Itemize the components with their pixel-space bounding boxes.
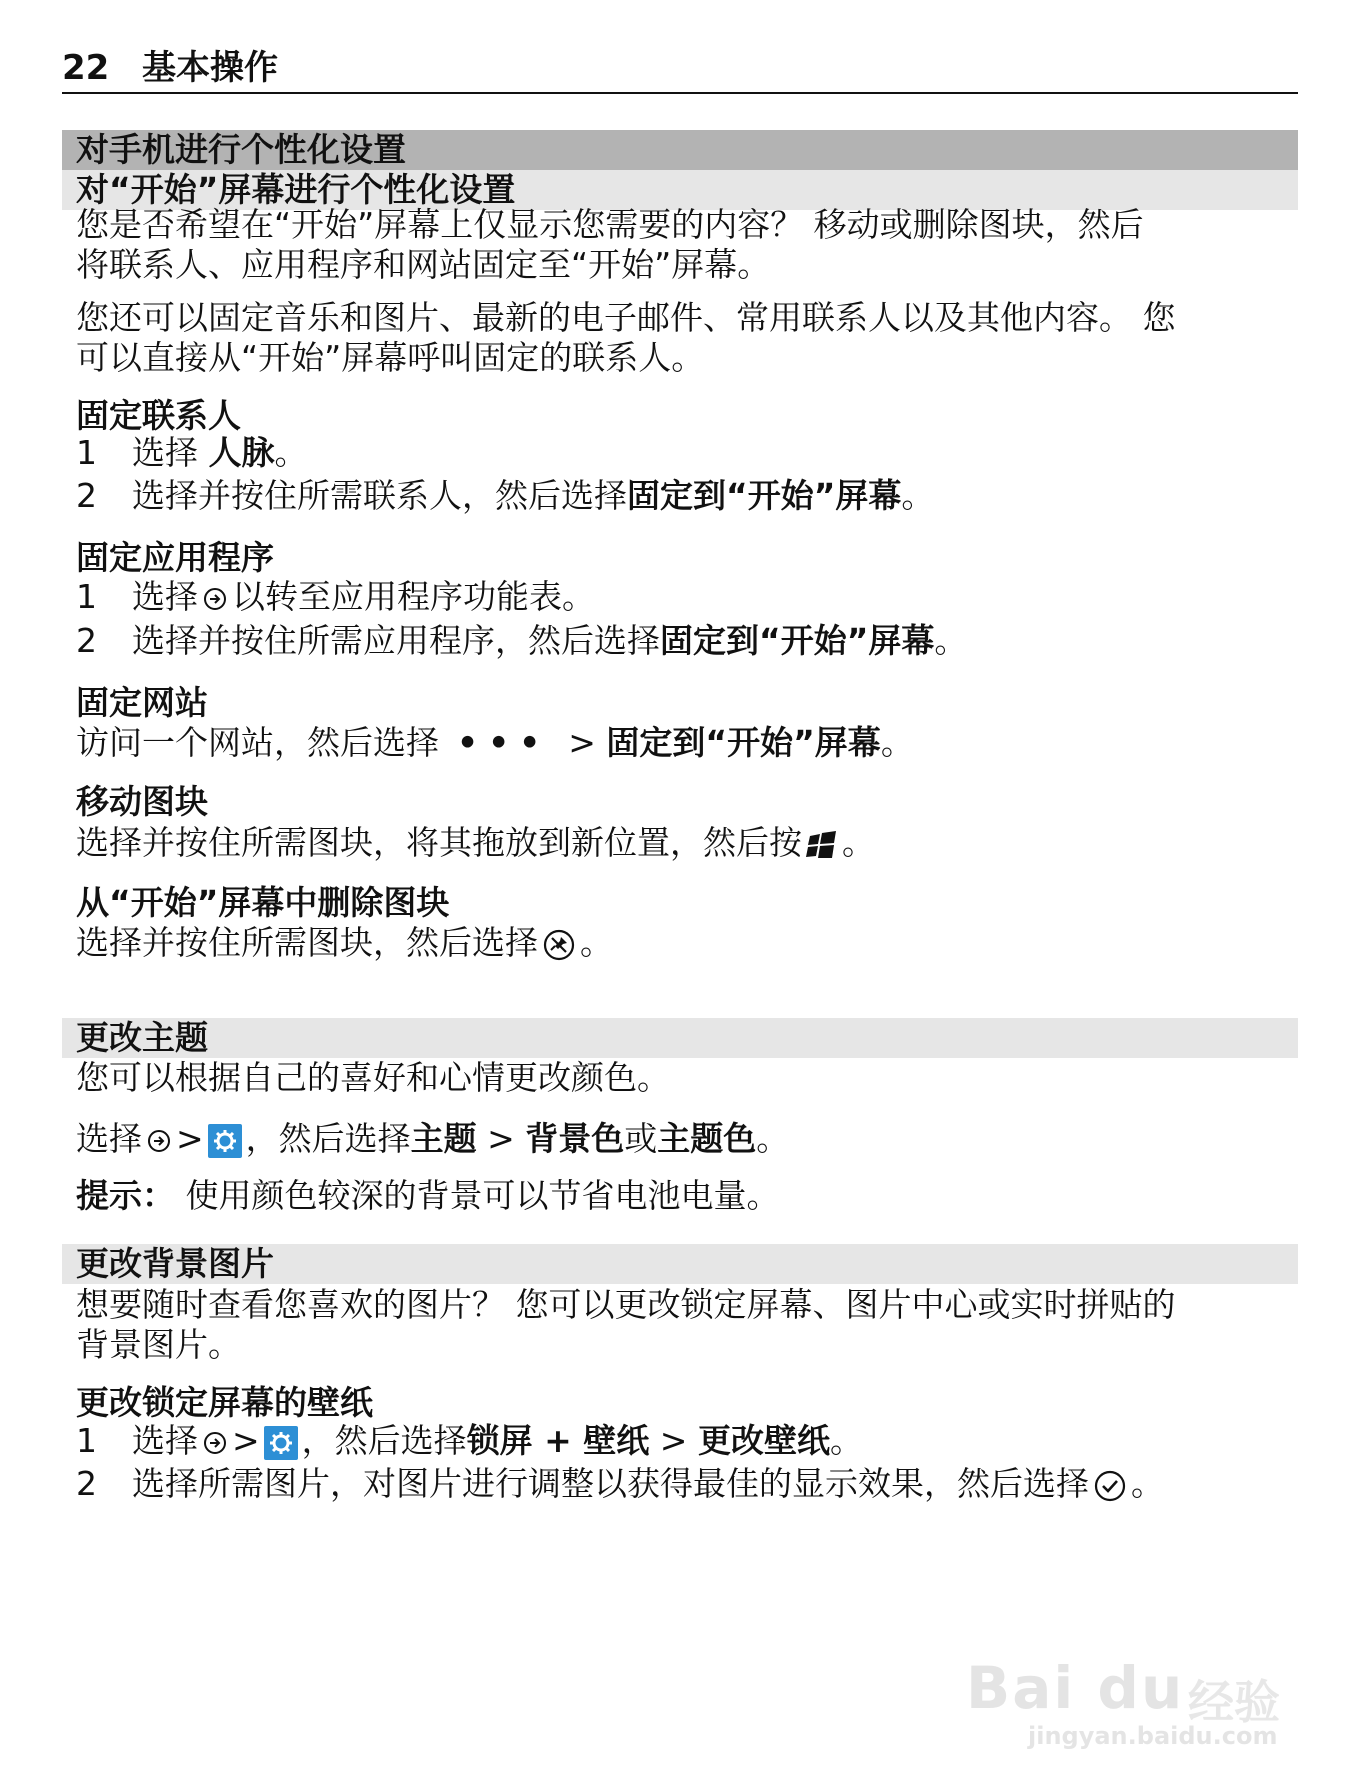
step-text: 或: [624, 1119, 658, 1158]
step-number: 1: [76, 1421, 97, 1460]
step-end: 。: [842, 823, 875, 862]
step-text: ，然后选择: [245, 1119, 411, 1158]
baidu-watermark: [958, 1648, 1338, 1758]
tip-label: 提示：: [76, 1176, 175, 1215]
theme-option: 主题: [410, 1119, 477, 1158]
step-end: 。: [901, 476, 935, 515]
step-text: >: [568, 723, 607, 762]
arrow-right-circle-icon: [202, 586, 228, 612]
section-title-theme: 更改主题: [62, 1018, 1298, 1058]
step-item: [76, 433, 1294, 473]
text-line: 您还可以固定音乐和图片、最新的电子邮件、常用联系人以及其他内容。 您: [76, 298, 1176, 337]
tip: [76, 1176, 1294, 1216]
heading-pin-website: 固定网站: [76, 683, 208, 722]
step-item: [76, 476, 1294, 516]
step-number: 2: [76, 621, 97, 660]
running-header: [62, 44, 1298, 94]
settings-gear-icon: [208, 1124, 242, 1158]
step-text: 选择并按住所需联系人，然后选择: [132, 476, 627, 515]
arrow-right-circle-icon: [202, 1430, 228, 1456]
heading-move-tile: 移动图块: [76, 782, 208, 821]
checkmark-circle-icon: [1093, 1469, 1127, 1503]
arrow-right-circle-icon: [146, 1128, 172, 1154]
step-text: 选择: [76, 1119, 142, 1158]
people-hub-name: 人脉: [208, 433, 275, 472]
unpin-icon: [542, 928, 576, 962]
step-item: [76, 1421, 1294, 1461]
step-text: 选择所需图片，对图片进行调整以获得最佳的显示效果，然后选择: [132, 1464, 1089, 1503]
change-wallpaper-option: 更改壁纸: [697, 1421, 830, 1460]
paragraph: [76, 723, 1294, 763]
watermark-url: jingyan.baidu.com: [1028, 1722, 1278, 1750]
step-number: 1: [76, 433, 97, 472]
heading-pin-contact: 固定联系人: [76, 396, 241, 435]
step-text: >: [476, 1119, 526, 1158]
pin-to-start-option: 固定到“开始”屏幕: [606, 723, 881, 762]
step-end: 。: [880, 723, 914, 762]
text-line: 将联系人、应用程序和网站固定至“开始”屏幕。: [76, 245, 771, 284]
step-text: 选择: [132, 1421, 198, 1460]
settings-gear-icon: [264, 1426, 298, 1460]
watermark-title: 经验: [1188, 1675, 1280, 1729]
accent-color-option: 主题色: [657, 1119, 757, 1158]
step-end: 。: [829, 1421, 863, 1460]
step-end: 。: [580, 923, 613, 962]
text-line: 背景图片。: [76, 1325, 241, 1364]
step-text: 选择: [132, 577, 198, 616]
step-text: 选择并按住所需应用程序，然后选择: [132, 621, 660, 660]
paragraph: [76, 1285, 1294, 1365]
step-text: 选择: [132, 433, 209, 472]
step-item: [76, 577, 1294, 617]
paragraph: [76, 1119, 1294, 1159]
step-end: 。: [274, 433, 308, 472]
step-end: 。: [756, 1119, 790, 1158]
step-end: 。: [1131, 1464, 1164, 1503]
step-number: 1: [76, 577, 97, 616]
step-text: ，然后选择: [301, 1421, 467, 1460]
section-title-background: 更改背景图片: [62, 1244, 1298, 1284]
document-page: [62, 0, 1298, 1792]
pin-to-start-option: 固定到“开始”屏幕: [627, 476, 902, 515]
watermark-logo: Bai du: [966, 1654, 1185, 1722]
step-text: 选择并按住所需图块，将其拖放到新位置，然后按: [76, 823, 802, 862]
step-item: [76, 1464, 1294, 1504]
text-line: 可以直接从“开始”屏幕呼叫固定的联系人。: [76, 338, 705, 377]
heading-lock-wallpaper: 更改锁定屏幕的壁纸: [76, 1383, 373, 1422]
windows-key-icon: [804, 828, 840, 862]
step-text: 选择并按住所需图块，然后选择: [76, 923, 538, 962]
paragraph: [76, 298, 1294, 378]
step-text: 以转至应用程序功能表。: [232, 577, 595, 616]
step-text: >: [649, 1421, 698, 1460]
lockscreen-wallpaper-option: 锁屏 + 壁纸: [466, 1421, 650, 1460]
chapter-title: 基本操作: [142, 48, 278, 88]
step-end: 。: [934, 621, 968, 660]
paragraph: [76, 923, 1294, 963]
step-text: >: [232, 1421, 260, 1460]
step-text: >: [176, 1119, 204, 1158]
text-line: 想要随时查看您喜欢的图片？ 您可以更改锁定屏幕、图片中心或实时拼贴的: [76, 1285, 1176, 1324]
paragraph: 您可以根据自己的喜好和心情更改颜色。: [76, 1058, 670, 1097]
step-number: 2: [76, 476, 97, 515]
more-options-icon: •••: [457, 723, 551, 762]
pin-to-start-option: 固定到“开始”屏幕: [660, 621, 935, 660]
background-option: 背景色: [525, 1119, 625, 1158]
step-number: 2: [76, 1464, 97, 1503]
step-text: 访问一个网站，然后选择: [76, 723, 439, 762]
subsection-title-start-screen: 对“开始”屏幕进行个性化设置: [62, 170, 1298, 210]
section-title-personalize: 对手机进行个性化设置: [62, 130, 1298, 170]
step-item: [76, 621, 1294, 661]
text-line: 您是否希望在“开始”屏幕上仅显示您需要的内容？ 移动或删除图块，然后: [76, 205, 1144, 244]
heading-delete-tile: 从“开始”屏幕中删除图块: [76, 883, 450, 922]
tip-text: 使用颜色较深的背景可以节省电池电量。: [185, 1176, 780, 1215]
paragraph: [76, 823, 1294, 863]
paragraph: [76, 205, 1294, 285]
page-number: 22: [62, 48, 110, 88]
heading-pin-app: 固定应用程序: [76, 538, 274, 577]
